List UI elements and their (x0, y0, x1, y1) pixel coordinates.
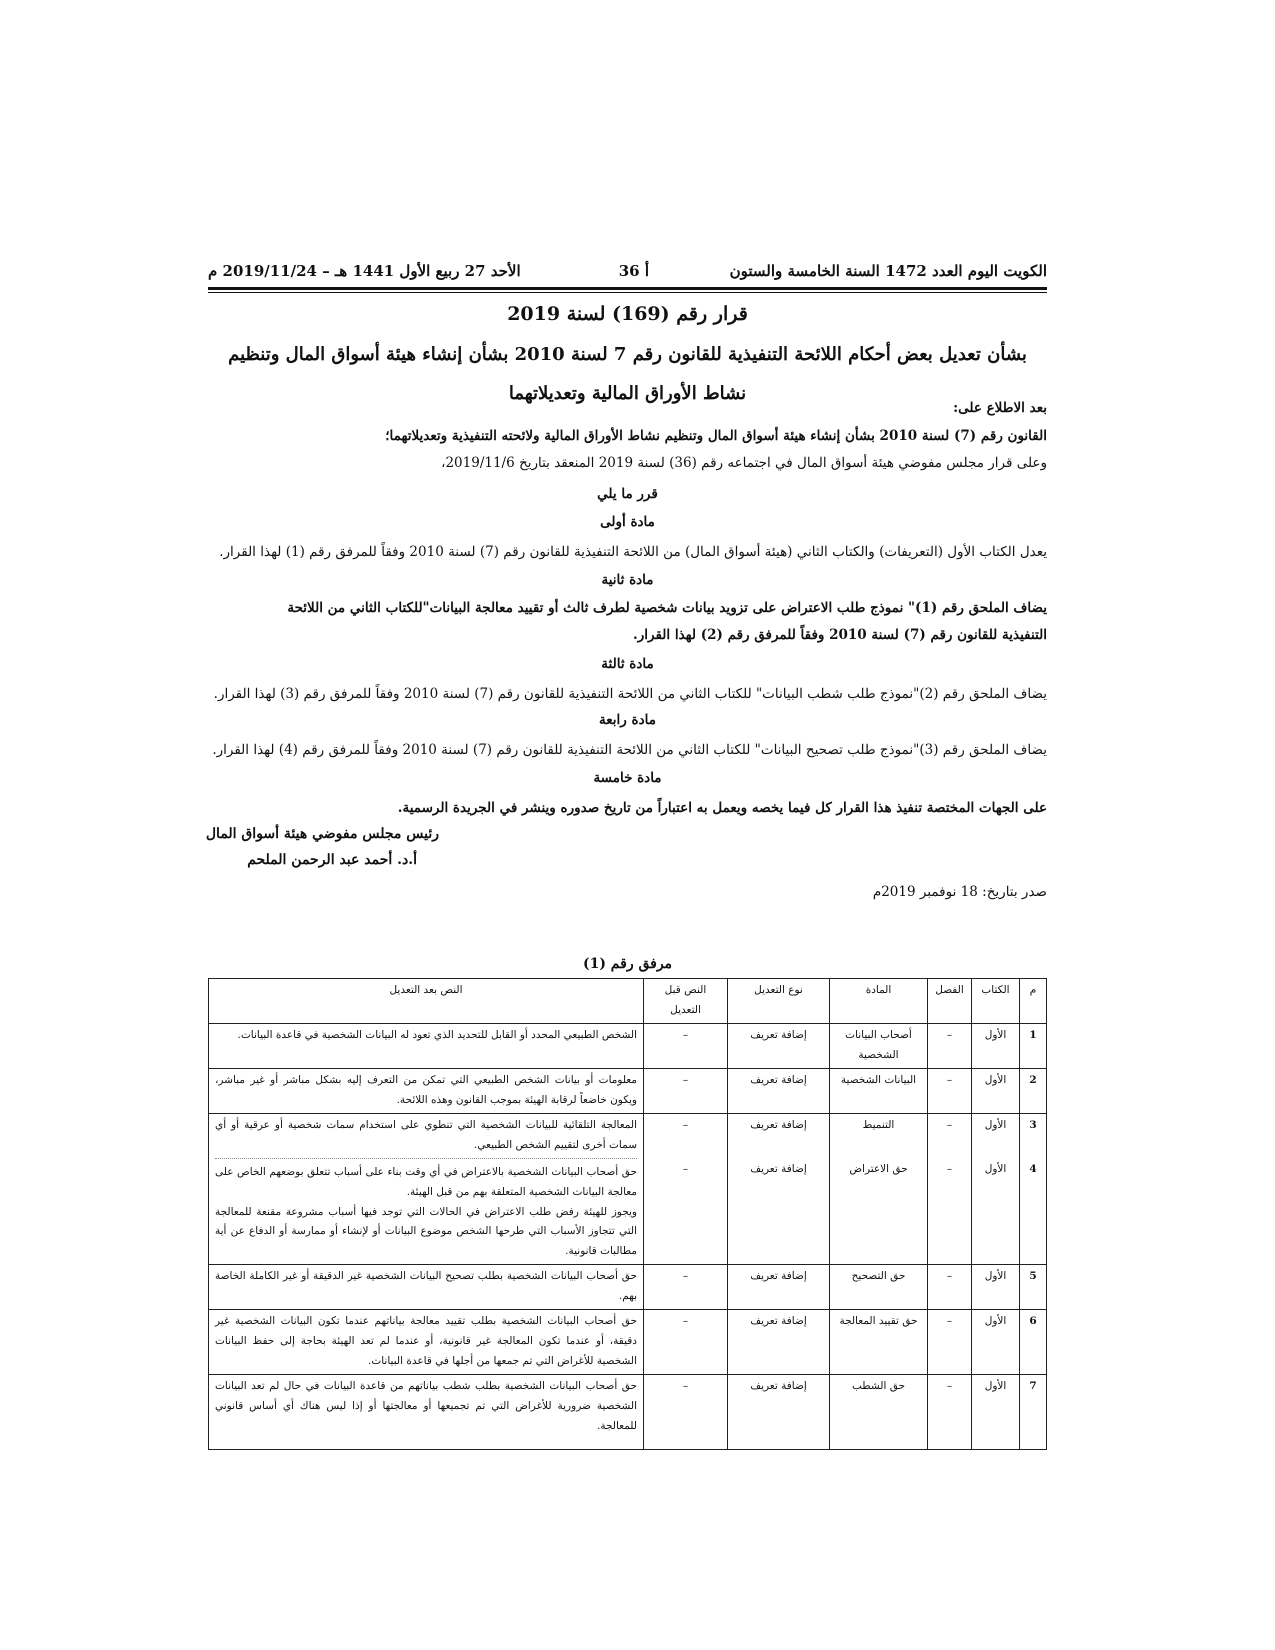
article-4-title: مادة رابعة (599, 712, 656, 728)
row-after: حق أصحاب البيانات الشخصية بطلب شطب بياناتهم من قاعدة البيانات في حال لم تعد البيانات الشخصية ضرورية للأغراض التي تم تجميعها أو معالجتها أو إذا ليس هناك أي أساس قانوني للمعالجة. (209, 1375, 644, 1450)
row-before-3: – (682, 1118, 689, 1131)
row-chapter-3: – (946, 1118, 953, 1131)
row-chapter-4: – (946, 1162, 953, 1175)
article-3-text: يضاف الملحق رقم (2)"نموذج طلب شطب البيانات" للكتاب الثاني من اللائحة التنفيذية للقانون رقم (7) لسنة 2010 وفقاً للمرفق رقم (3) لهذا القرار. (213, 686, 1047, 702)
header-rule-thin (208, 292, 1047, 293)
row-chapter: – (928, 1068, 972, 1113)
amendments-table (208, 978, 1047, 1450)
row-article: أصحاب البيانات الشخصية (830, 1024, 928, 1069)
row-num: 5 (1020, 1265, 1047, 1310)
table-row (209, 1113, 1047, 1265)
row-before-4: – (682, 1162, 689, 1175)
row-book-3: الأول (984, 1118, 1007, 1131)
article-1-text: يعدل الكتاب الأول (التعريفات) والكتاب الثاني (هيئة أسواق المال) من اللائحة التنفيذية للقانون رقم (7) لسنة 2010 وفقاً للمرفق رقم (1) لهذا القرار. (219, 544, 1047, 560)
decision-title: قرار رقم (169) لسنة 2019 (507, 303, 748, 325)
header-page-number: أ 36 (618, 262, 649, 280)
row-before: – (644, 1310, 728, 1375)
row-type: إضافة تعريف (728, 1310, 830, 1375)
row-after: حق أصحاب البيانات الشخصية بطلب تقييد معالجة بياناتهم عندما تكون البيانات الشخصية غير دقيقة، أو عندما تكون المعالجة غير قانونية، أو عندما لم تعد الهيئة بحاجة إلى حفظ البيانات الشخصية للأغراض التي تم جمعها من أجلها في قاعدة البيانات. (209, 1310, 644, 1375)
article-4-text: يضاف الملحق رقم (3)"نموذج طلب تصحيح البيانات" للكتاب الثاني من اللائحة التنفيذية للقانون رقم (7) لسنة 2010 وفقاً للمرفق رقم (4) لهذا القرار. (212, 742, 1047, 758)
header-text-before: النص قبل التعديل (644, 979, 728, 1024)
row-book: الأول (972, 1265, 1020, 1310)
row-book: الأول (972, 1375, 1020, 1450)
decision-subject-line-2: نشاط الأوراق المالية وتعديلاتهما (508, 383, 747, 404)
table-header-row (209, 979, 1047, 1024)
row-type (728, 1113, 830, 1265)
row-article: البيانات الشخصية (830, 1068, 928, 1113)
row-article: حق الشطب (830, 1375, 928, 1450)
article-2-text-1: يضاف الملحق رقم (1)" نموذج طلب الاعتراض على تزويد بيانات شخصية لطرف ثالث أو تقييد معالجة البيانات"للكتاب الثاني من اللائحة (287, 600, 1047, 616)
article-2-title: مادة ثانية (601, 572, 654, 588)
row-num: 6 (1020, 1310, 1047, 1375)
row-book: الأول (972, 1310, 1020, 1375)
row-before (644, 1113, 728, 1265)
row-num: 2 (1020, 1068, 1047, 1113)
row-num-3: 3 (1029, 1118, 1037, 1131)
row-type: إضافة تعريف (728, 1068, 830, 1113)
row-chapter: – (928, 1024, 972, 1069)
header-chapter: الفصل (928, 979, 972, 1024)
article-5-text: على الجهات المختصة تنفيذ هذا القرار كل فيما يخصه ويعمل به اعتباراً من تاريخ صدوره وينشر في الجريدة الرسمية. (397, 800, 1047, 816)
row-chapter (928, 1113, 972, 1265)
row-num: 1 (1020, 1024, 1047, 1069)
table-row (209, 1310, 1047, 1375)
row-chapter: – (928, 1265, 972, 1310)
row-chapter: – (928, 1375, 972, 1450)
table-row (209, 1068, 1047, 1113)
header-rule-thick (208, 287, 1047, 290)
row-after-3: المعالجة التلقائية للبيانات الشخصية التي تنطوي على استخدام سمات شخصية أو عرقية أو أي سمات أخرى لتقييم الشخص الطبيعي. (215, 1118, 637, 1151)
issue-date: صدر بتاريخ: 18 نوفمبر 2019م (872, 884, 1047, 900)
decision-subject-line-1: بشأن تعديل بعض أحكام اللائحة التنفيذية للقانون رقم 7 لسنة 2010 بشأن إنشاء هيئة أسواق المال وتنظيم (228, 344, 1027, 365)
signatory-name: أ.د. أحمد عبد الرحمن الملحم (247, 852, 417, 868)
row-type: إضافة تعريف (728, 1024, 830, 1069)
signatory-role: رئيس مجلس مفوضي هيئة أسواق المال (205, 826, 439, 842)
row-before: – (644, 1068, 728, 1113)
row-chapter: – (928, 1310, 972, 1375)
header-issue: الكويت اليوم العدد 1472 السنة الخامسة والستون (729, 262, 1047, 280)
row-before: – (644, 1024, 728, 1069)
table-row (209, 1375, 1047, 1450)
article-5-title: مادة خامسة (593, 770, 662, 786)
row-before: – (644, 1375, 728, 1450)
header-num: م (1020, 979, 1047, 1024)
row-book (972, 1113, 1020, 1265)
page-header (208, 256, 1047, 286)
row-after: حق أصحاب البيانات الشخصية بطلب تصحيح البيانات الشخصية غير الدقيقة أو غير الكاملة الخاصة بهم. (209, 1265, 644, 1310)
row-after (209, 1113, 644, 1265)
header-book: الكتاب (972, 979, 1020, 1024)
row-article: حق التصحيح (830, 1265, 928, 1310)
table-row (209, 1265, 1047, 1310)
preamble-board: وعلى قرار مجلس مفوضي هيئة أسواق المال في اجتماعه رقم (36) لسنة 2019 المنعقد بتاريخ 2019/11/6، (441, 455, 1047, 471)
preamble-law: القانون رقم (7) لسنة 2010 بشأن إنشاء هيئة أسواق المال وتنظيم نشاط الأوراق المالية ولائحته التنفيذية وتعديلاتهما؛ (385, 428, 1047, 444)
annex-title: مرفق رقم (1) (582, 956, 673, 972)
row-after-4: حق أصحاب البيانات الشخصية بالاعتراض في أي وقت بناء على أسباب تتعلق بوضعهم الخاص على معالجة البيانات الشخصية المتعلقة بهم من قبل الهيئة. (215, 1158, 637, 1203)
header-text-after: النص بعد التعديل (209, 979, 644, 1024)
article-1-title: مادة أولى (600, 514, 655, 530)
row-article-4: حق الاعتراض (849, 1162, 908, 1175)
row-book: الأول (972, 1068, 1020, 1113)
preamble-intro: بعد الاطلاع على: (953, 400, 1047, 416)
row-after: معلومات أو بيانات الشخص الطبيعي التي تمكن من التعرف إليه بشكل مباشر أو غير مباشر، ويكون خاضعاً لرقابة الهيئة بموجب القانون وهذه اللائحة. (209, 1068, 644, 1113)
table-row (209, 1024, 1047, 1069)
row-book: الأول (972, 1024, 1020, 1069)
row-article: حق تقييد المعالجة (830, 1310, 928, 1375)
row-type: إضافة تعريف (728, 1375, 830, 1450)
row-book-4: الأول (984, 1162, 1007, 1175)
row-after-4-continued: ويجوز للهيئة رفض طلب الاعتراض في الحالات التي توجد فيها أسباب مشروعة مقنعة للمعالجة التي تتجاوز الأسباب التي طرحها الشخص موضوع البيانات أو لإنشاء أو ممارسة أو الدفاع عن أية مطالبات قانونية. (215, 1205, 637, 1258)
row-before: – (644, 1265, 728, 1310)
row-after: الشخص الطبيعي المحدد أو القابل للتحديد الذي تعود له البيانات الشخصية في قاعدة البيانات. (209, 1024, 644, 1069)
row-num (1020, 1113, 1047, 1265)
header-date: الأحد 27 ربيع الأول 1441 هـ – 2019/11/24 م (208, 262, 521, 280)
article-2-text-2: التنفيذية للقانون رقم (7) لسنة 2010 وفقاً للمرفق رقم (2) لهذا القرار. (633, 627, 1047, 643)
row-article (830, 1113, 928, 1265)
row-article-3: التنميط (862, 1118, 895, 1131)
decided-heading: قرر ما يلي (597, 486, 658, 502)
header-article: المادة (830, 979, 928, 1024)
row-type-4: إضافة تعريف (750, 1162, 807, 1175)
header-amend-type: نوع التعديل (728, 979, 830, 1024)
row-type-3: إضافة تعريف (750, 1118, 807, 1131)
row-type: إضافة تعريف (728, 1265, 830, 1310)
article-3-title: مادة ثالثة (601, 656, 654, 672)
row-num: 7 (1020, 1375, 1047, 1450)
row-num-4: 4 (1029, 1162, 1037, 1175)
